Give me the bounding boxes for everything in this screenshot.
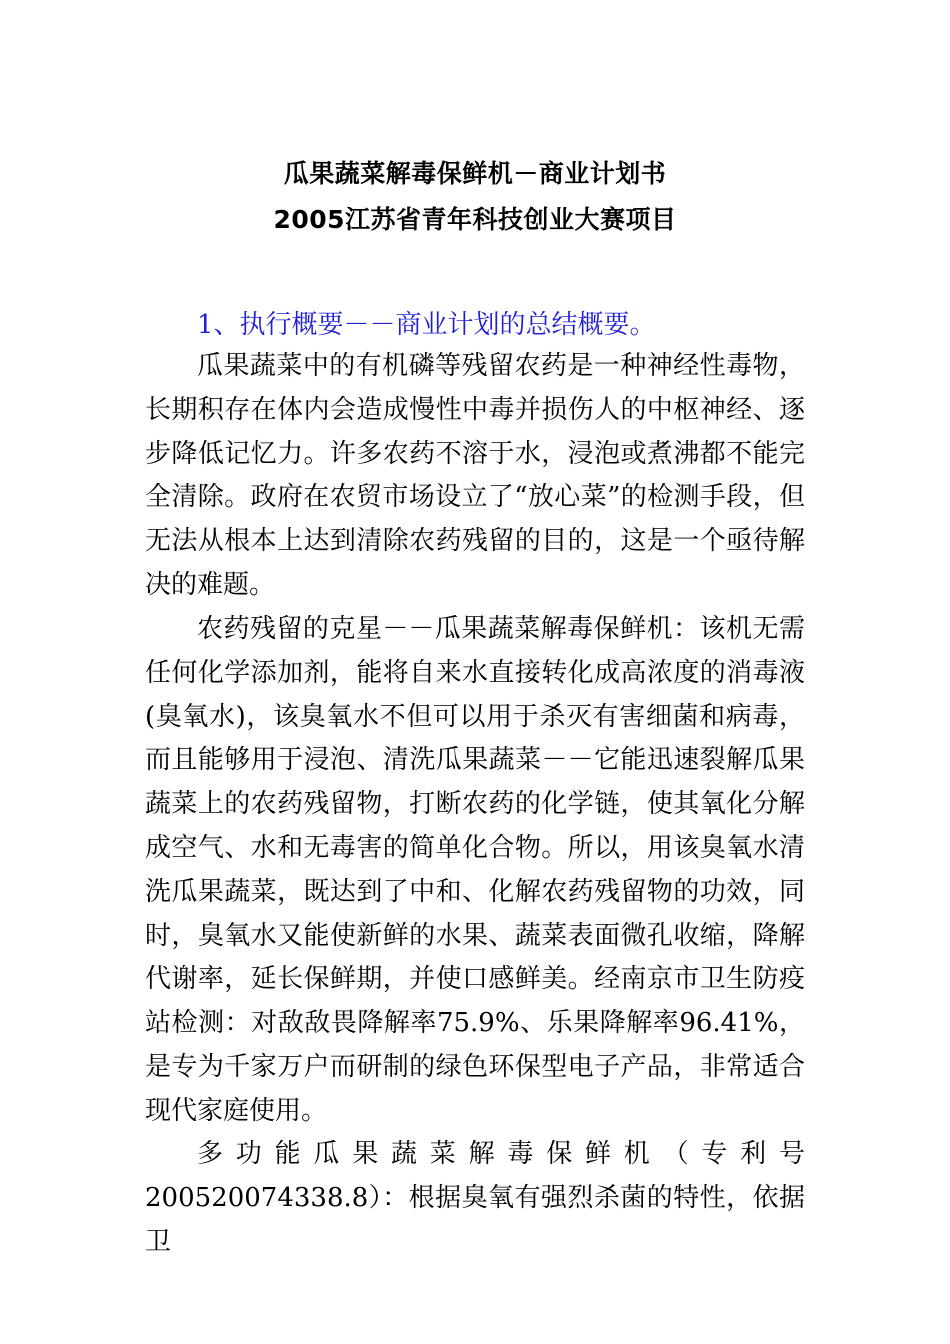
paragraph-patent-rest: 200520074338.8）：根据臭氧有强烈杀菌的特性，依据卫: [145, 1182, 805, 1257]
paragraph-pesticide-problem: 瓜果蔬菜中的有机磷等残留农药是一种神经性毒物，长期积存在体内会造成慢性中毒并损伤人的中枢神经、逐步降低记忆力。许多农药不溶于水，浸泡或煮沸都不能完全清除。政府在农贸市场设立了“放心菜”的检测手段，但无法从根本上达到清除农药残留的目的，这是一个亟待解决的难题。: [145, 351, 805, 600]
paragraph-patent-line-1: 多功能瓜果蔬菜解毒保鲜机（专利号: [197, 1139, 805, 1169]
section-heading-executive-summary: 1、执行概要－－商业计划的总结概要。: [197, 310, 656, 340]
paragraph-patent: [145, 1133, 805, 1264]
paragraph-product-description: 农药残留的克星－－瓜果蔬菜解毒保鲜机：该机无需任何化学添加剂，能将自来水直接转化成高浓度的消毒液(臭氧水)，该臭氧水不但可以用于杀灭有害细菌和病毒，而且能够用于浸泡、清洗瓜果蔬菜－－它能迅速裂解瓜果蔬菜上的农药残留物，打断农药的化学链，使其氧化分解成空气、水和无毒害的简单化合物。所以，用该臭氧水清洗瓜果蔬菜，既达到了中和、化解农药残留物的功效，同时，臭氧水又能使新鲜的水果、蔬菜表面微孔收缩，降解代谢率，延长保鲜期，并使口感鲜美。经南京市卫生防疫站检测：对敌敌畏降解率75.9%、乐果降解率96.41%，是专为千家万户而研制的绿色环保型电子产品，非常适合现代家庭使用。: [145, 614, 805, 1126]
document-subtitle: 2005江苏省青年科技创业大赛项目: [273, 205, 677, 234]
document-title: 瓜果蔬菜解毒保鲜机－商业计划书: [283, 159, 667, 188]
